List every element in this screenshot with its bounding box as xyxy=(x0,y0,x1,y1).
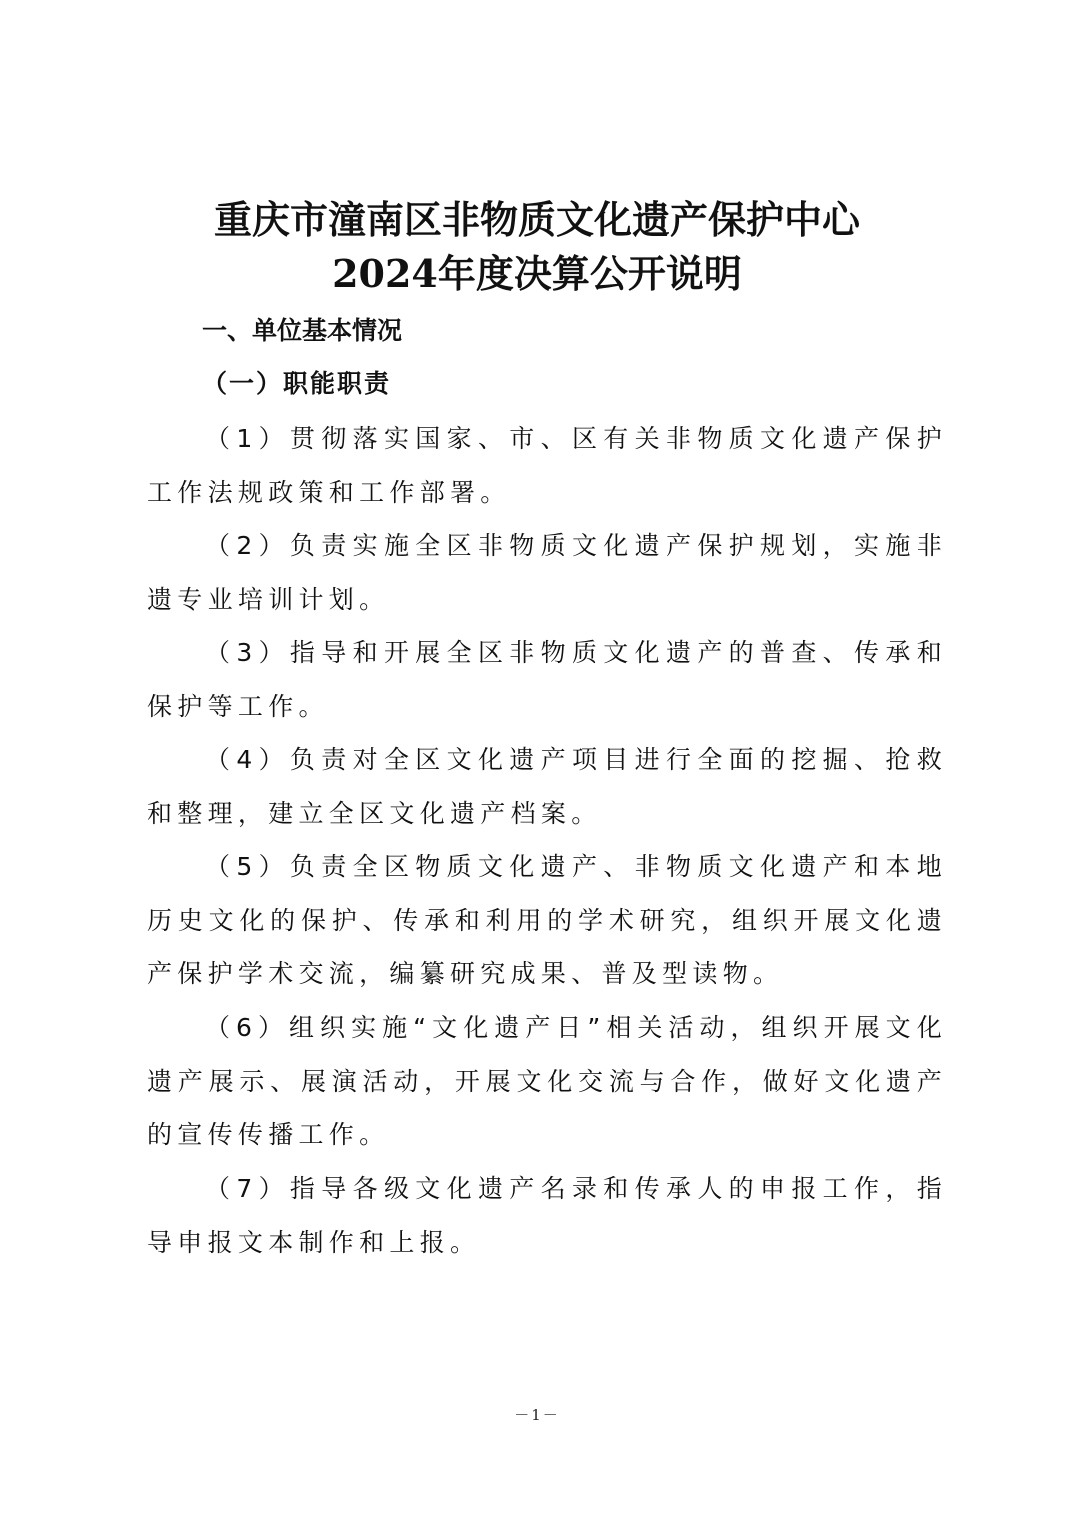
page-number: －1－ xyxy=(514,1406,560,1424)
subsection-heading: （一）职能职责 xyxy=(202,369,392,398)
paragraph-2: （2）负责实施全区非物质文化遗产保护规划，实施非遗专业培训计划。 xyxy=(147,531,947,614)
document-title-line-1: 重庆市潼南区非物质文化遗产保护中心 xyxy=(213,197,860,242)
paragraph-5: （5）负责全区物质文化遗产、非物质文化遗产和本地历史文化的保护、传承和利用的学术研究，组织开展文化遗产保护学术交流，编纂研究成果、普及型读物。 xyxy=(147,852,947,988)
paragraph-3: （3）指导和开展全区非物质文化遗产的普查、传承和保护等工作。 xyxy=(147,638,947,721)
paragraph-1: （1）贯彻落实国家、市、区有关非物质文化遗产保护工作法规政策和工作部署。 xyxy=(147,424,947,507)
paragraph-6: （6）组织实施“文化遗产日”相关活动，组织开展文化遗产展示、展演活动，开展文化交流与合作，做好文化遗产的宣传传播工作。 xyxy=(147,1013,947,1149)
paragraph-4: （4）负责对全区文化遗产项目进行全面的挖掘、抢救和整理，建立全区文化遗产档案。 xyxy=(147,745,947,828)
section-heading: 一、单位基本情况 xyxy=(202,316,403,345)
document-title-line-2: 2024年度决算公开说明 xyxy=(332,251,742,296)
paragraph-7: （7）指导各级文化遗产名录和传承人的申报工作，指导申报文本制作和上报。 xyxy=(147,1174,947,1257)
